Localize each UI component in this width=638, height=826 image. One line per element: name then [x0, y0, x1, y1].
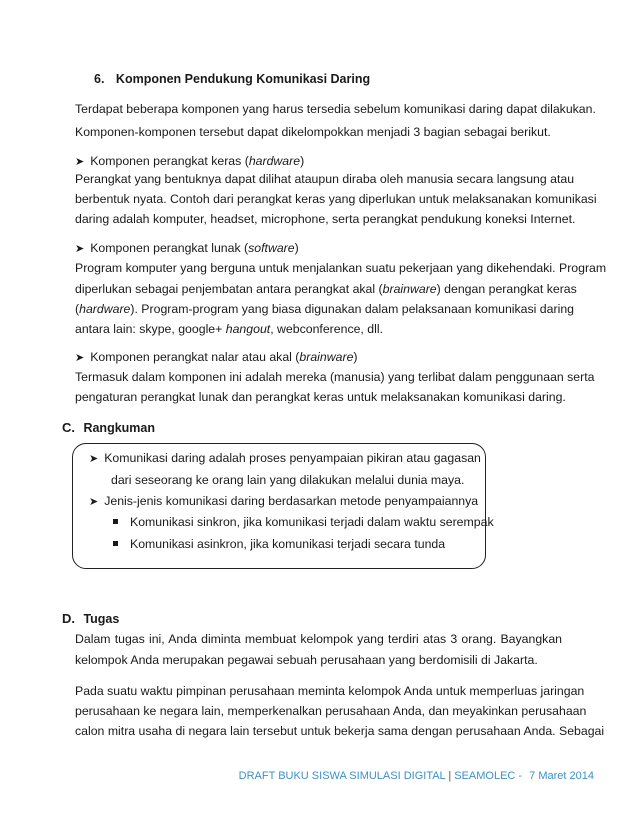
tugas-para2-line-3: calon mitra usaha di negara lain tersebut untuk bekerja sama dengan perusahaan Anda. Sebagai	[75, 724, 605, 738]
tugas-para2-line-2: perusahaan ke negara lain, memperkenalkan perusahaan Anda, dan meyakinkan perusahaan	[75, 704, 587, 718]
brainware-bullet: ➤ Komponen perangkat nalar atau akal (brainware)	[75, 350, 358, 364]
tugas-para2-line-1: Pada suatu waktu pimpinan perusahaan meminta kelompok Anda untuk memperluas jaringan	[75, 684, 585, 698]
arrow-bullet-icon: ➤	[75, 352, 85, 364]
summary-subitem-1: Komunikasi sinkron, jika komunikasi terjadi dalam waktu serempak	[113, 514, 494, 530]
hardware-line-2: berbentuk nyata. Contoh dari perangkat keras yang diperlukan untuk melaksanakan komunikasi	[75, 192, 597, 206]
hardware-bullet: ➤ Komponen perangkat keras (hardware)	[75, 154, 305, 168]
software-bullet: ➤ Komponen perangkat lunak (software)	[75, 241, 299, 255]
software-line-2: diperlukan sebagai penjembatan antara perangkat akal (brainware) dengan perangkat keras	[75, 282, 577, 296]
section-6-number: 6.	[94, 72, 105, 86]
summary-box	[72, 443, 494, 569]
summary-item-1: ➤ Komunikasi daring adalah proses penyampaian pikiran atau gagasan	[89, 451, 481, 465]
section-d-title: Tugas	[83, 612, 120, 626]
tugas-para1-line-1: Dalam tugas ini, Anda diminta membuat kelompok yang terdiri atas 3 orang. Bayangkan	[75, 632, 562, 646]
tugas-para1-line-2: kelompok Anda merupakan pegawai sebuah perusahaan yang berdomisili di Jakarta.	[75, 653, 538, 667]
section-c-letter: C.	[62, 420, 75, 435]
arrow-bullet-icon: ➤	[89, 453, 99, 465]
footer-book-title: DRAFT BUKU SISWA SIMULASI DIGITAL	[238, 770, 446, 782]
footer-date: 7 Maret 2014	[529, 770, 594, 782]
software-line-4: antara lain: skype, google+ hangout, webconference, dll.	[75, 322, 383, 336]
software-line-1: Program komputer yang berguna untuk menjalankan suatu pekerjaan yang dikehendaki. Program	[75, 261, 607, 275]
intro-line-2: Komponen-komponen tersebut dapat dikelompokkan menjadi 3 bagian sebagai berikut.	[75, 125, 551, 139]
arrow-bullet-icon: ➤	[75, 243, 85, 255]
footer-separator: |	[448, 770, 452, 782]
summary-item-2: ➤ Jenis-jenis komunikasi daring berdasarkan metode penyampaiannya	[89, 494, 479, 508]
section-6-title: Komponen Pendukung Komunikasi Daring	[115, 72, 371, 86]
section-c-title: Rangkuman	[83, 421, 155, 435]
summary-item-1-cont: dari seseorang ke orang lain yang dilakukan melalui dunia maya.	[111, 473, 465, 487]
hardware-line-1: Perangkat yang bentuknya dapat dilihat ataupun diraba oleh manusia secara langsung atau	[75, 172, 575, 186]
software-line-3: (hardware). Program-program yang biasa digunakan dalam pelaksanaan komunikasi daring	[75, 302, 574, 316]
square-bullet-icon	[113, 541, 118, 546]
page-footer	[239, 770, 594, 782]
summary-subitem-2: Komunikasi asinkron, jika komunikasi terjadi secara tunda	[113, 536, 445, 552]
brainware-line-1: Termasuk dalam komponen ini adalah mereka (manusia) yang terlibat dalam penggunaan serta	[75, 370, 595, 384]
intro-line-1: Terdapat beberapa komponen yang harus tersedia sebelum komunikasi daring dapat dilakukan.	[75, 102, 596, 116]
section-6-heading	[94, 72, 370, 86]
brainware-line-2: pengaturan perangkat lunak dan perangkat keras untuk melaksanakan komunikasi daring.	[75, 390, 566, 404]
arrow-bullet-icon: ➤	[89, 496, 99, 508]
square-bullet-icon	[113, 519, 118, 524]
section-d-heading	[62, 610, 119, 628]
section-c-heading	[62, 419, 155, 437]
footer-org: SEAMOLEC -	[454, 770, 523, 782]
arrow-bullet-icon: ➤	[75, 156, 85, 168]
hardware-line-3: daring adalah komputer, headset, microphone, serta perangkat pendukung koneksi Internet.	[75, 212, 576, 226]
section-d-letter: D.	[62, 611, 75, 626]
